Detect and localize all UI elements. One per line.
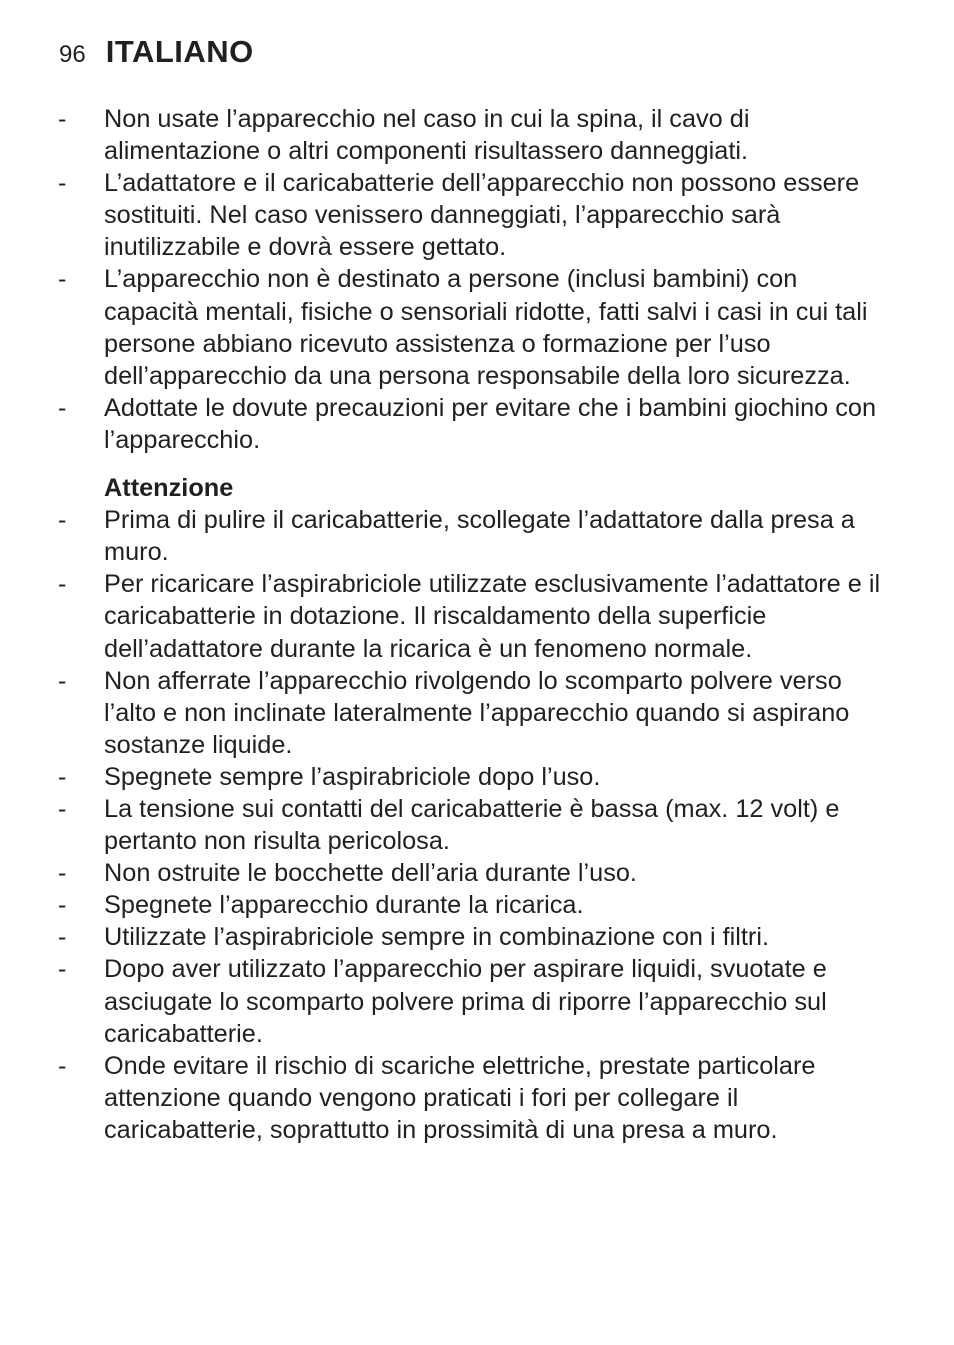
list-item [58, 953, 898, 1049]
list-item [58, 504, 898, 568]
page-header [59, 34, 254, 70]
list-item-text: Prima di pulire il caricabatterie, scollegate l’adattatore dalla presa a muro. [104, 506, 855, 567]
caution-list [58, 504, 898, 1146]
bullet-dash: - [58, 570, 67, 599]
caution-heading: Attenzione [104, 474, 234, 503]
bullet-dash: - [58, 762, 67, 791]
page-content [58, 103, 898, 1146]
bullet-dash: - [58, 169, 67, 198]
list-item [58, 761, 898, 793]
list-item-text: Adottate le dovute precauzioni per evitare che i bambini giochino con l’apparecchio. [104, 393, 877, 454]
bullet-dash: - [58, 794, 67, 823]
bullet-dash: - [58, 923, 67, 952]
list-item [58, 857, 898, 889]
bullet-dash: - [58, 1051, 67, 1080]
list-item [58, 665, 898, 761]
bullet-dash: - [58, 506, 67, 535]
list-item-text: La tensione sui contatti del caricabatterie è bassa (max. 12 volt) e pertanto non risulta pericolosa. [104, 794, 840, 856]
list-item [58, 167, 898, 263]
list-item-text: Spegnete l’apparecchio durante la ricarica. [104, 891, 584, 920]
list-item-text: Spegnete sempre l’aspirabriciole dopo l’uso. [104, 762, 601, 791]
list-item [58, 103, 898, 167]
list-item-text: L’adattatore e il caricabatterie dell’apparecchio non possono essere sostituiti. Nel caso venissero danneggiati, l’apparecchio sarà inutilizzabile e dovrà essere gettato. [104, 169, 860, 262]
list-item-text: Onde evitare il rischio di scariche elettriche, prestate particolare attenzione quando vengono praticati i fori per collegare il caricabatterie, soprattutto in prossimità di una presa a muro. [104, 1051, 816, 1144]
bullet-dash: - [58, 393, 67, 422]
bullet-dash: - [58, 955, 67, 984]
list-item [58, 568, 898, 664]
section-title: ITALIANO [105, 34, 254, 69]
list-item [58, 392, 898, 456]
bullet-dash: - [58, 859, 67, 888]
page-number: 96 [59, 41, 86, 68]
list-item-text: Utilizzate l’aspirabriciole sempre in combinazione con i filtri. [104, 923, 770, 952]
bullet-dash: - [58, 666, 67, 695]
bullet-dash: - [58, 105, 67, 133]
list-item-text: Non afferrate l’apparecchio rivolgendo lo scomparto polvere verso l’alto e non inclinate lateralmente l’apparecchio quando si aspirano sostanze liquide. [104, 666, 850, 759]
list-item [58, 263, 898, 391]
list-item-text: Non usate l’apparecchio nel caso in cui la spina, il cavo di alimentazione o altri componenti risultassero danneggiati. [104, 105, 750, 166]
list-item [58, 1050, 898, 1146]
list-item-text: L’apparecchio non è destinato a persone (inclusi bambini) con capacità mentali, fisiche o sensoriali ridotte, fatti salvi i casi in cui tali persone abbiano ricevuto assistenza o formazione per l’uso dell’apparecchio da una persona responsabile della loro sicurezza. [104, 265, 868, 390]
bullet-dash: - [58, 265, 67, 294]
bullet-dash: - [58, 891, 67, 920]
list-item [58, 793, 898, 857]
safety-warnings-list [58, 103, 898, 456]
list-item-text: Dopo aver utilizzato l’apparecchio per aspirare liquidi, svuotate e asciugate lo scomparto polvere prima di riporre l’apparecchio sul caricabatterie. [104, 955, 827, 1048]
list-item-text: Non ostruite le bocchette dell’aria durante l’uso. [104, 859, 637, 888]
list-item [58, 921, 898, 953]
list-item [58, 889, 898, 921]
list-item-text: Per ricaricare l’aspirabriciole utilizzate esclusivamente l’adattatore e il caricabatterie in dotazione. Il riscaldamento della superficie dell’adattatore durante la ricarica è un fenomeno normale. [104, 570, 881, 663]
